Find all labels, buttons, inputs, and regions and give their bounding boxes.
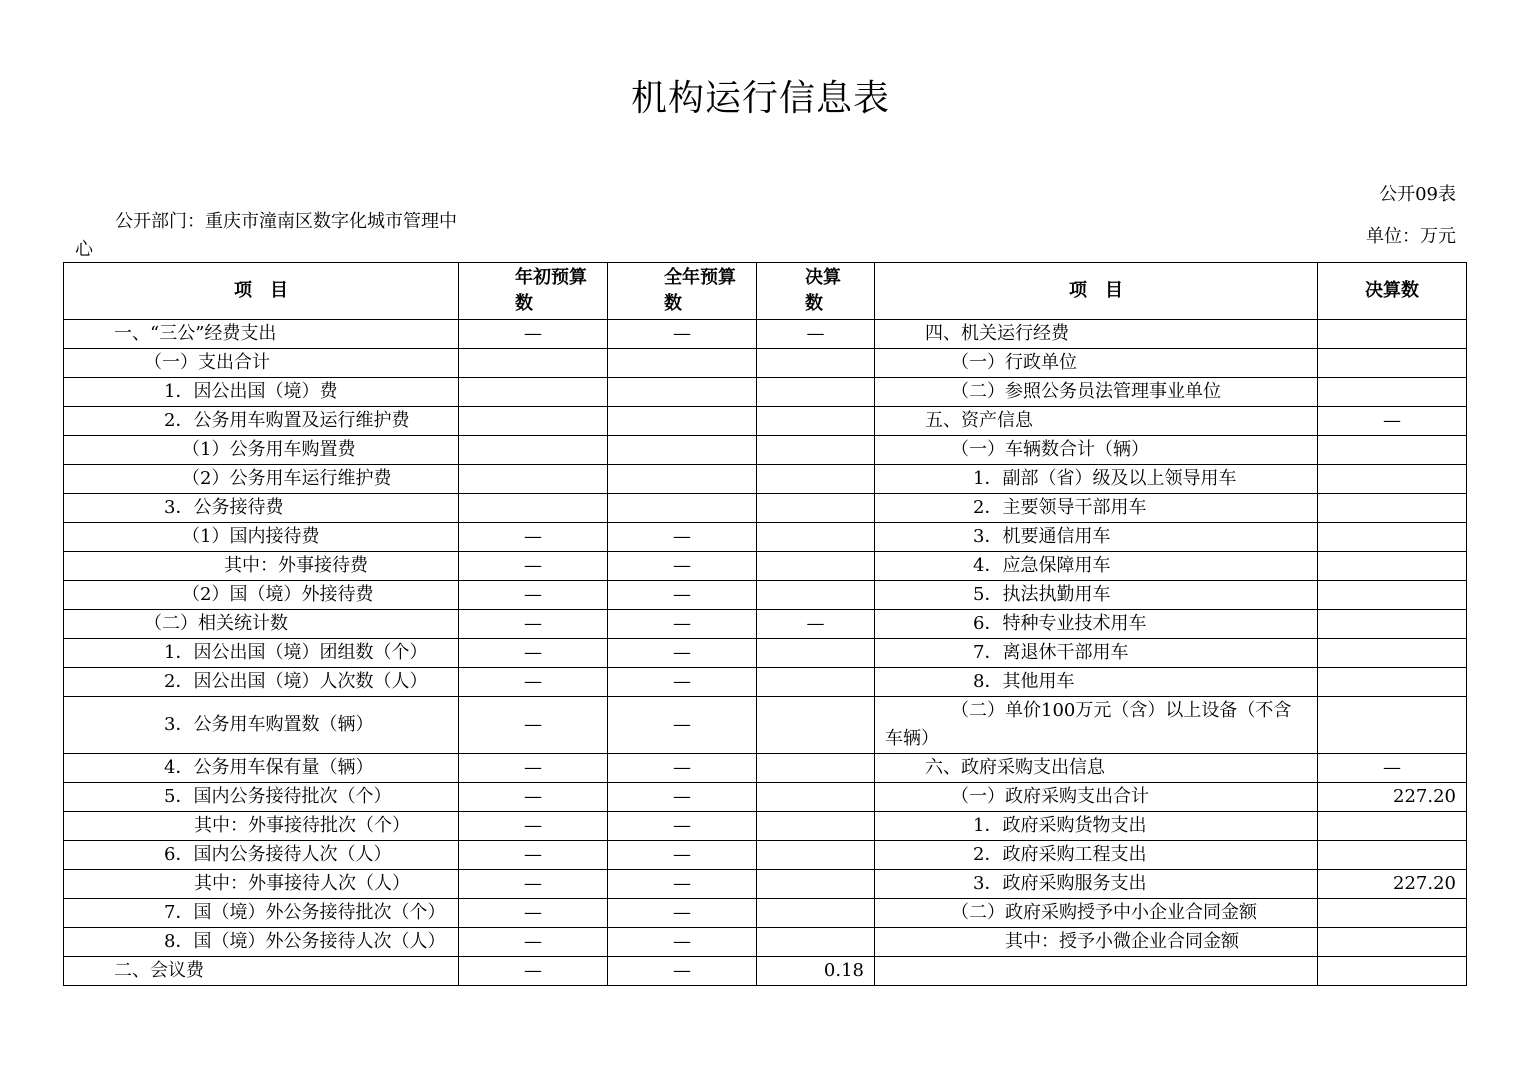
row-item-right: 2．主要领导干部用车: [875, 494, 1318, 523]
table-row: [64, 407, 1467, 436]
row-budget-initial: —: [459, 581, 608, 610]
row-final-right: [1318, 697, 1467, 754]
row-final-right: —: [1318, 407, 1467, 436]
row-final-right: 227.20: [1318, 870, 1467, 899]
row-budget-full: [608, 378, 757, 407]
row-final-right: [1318, 349, 1467, 378]
table-header-row: [64, 263, 1467, 320]
row-final-left: [757, 407, 875, 436]
row-budget-initial: —: [459, 523, 608, 552]
form-number: 公开09表: [1379, 184, 1456, 205]
row-item-left: （2）公务用车运行维护费: [64, 465, 459, 494]
table-row: [64, 754, 1467, 783]
row-final-right: [1318, 928, 1467, 957]
row-item-right: 其中：授予小微企业合同金额: [875, 928, 1318, 957]
row-budget-full: —: [608, 870, 757, 899]
row-final-left: [757, 899, 875, 928]
row-final-left: [757, 349, 875, 378]
row-budget-full: —: [608, 928, 757, 957]
row-budget-full: —: [608, 841, 757, 870]
row-item-right: 4．应急保障用车: [875, 552, 1318, 581]
row-item-left: 一、“三公”经费支出: [64, 320, 459, 349]
table-row: [64, 523, 1467, 552]
row-final-left: [757, 552, 875, 581]
row-final-right: [1318, 465, 1467, 494]
row-final-left: [757, 812, 875, 841]
row-budget-initial: —: [459, 928, 608, 957]
row-item-left: 5．国内公务接待批次（个）: [64, 783, 459, 812]
header-budget-full-year: 全年预算数: [608, 263, 757, 320]
row-item-right: （一）政府采购支出合计: [875, 783, 1318, 812]
row-budget-full: —: [608, 581, 757, 610]
row-item-left: 其中：外事接待费: [64, 552, 459, 581]
table-row: [64, 494, 1467, 523]
row-budget-initial: —: [459, 899, 608, 928]
row-final-left: [757, 668, 875, 697]
header-item-right: 项 目: [875, 263, 1318, 320]
row-budget-full: [608, 407, 757, 436]
table-row: [64, 812, 1467, 841]
row-item-right: （二）政府采购授予中小企业合同金额: [875, 899, 1318, 928]
row-final-left: [757, 697, 875, 754]
row-final-left: [757, 436, 875, 465]
row-budget-full: —: [608, 697, 757, 754]
row-item-right: （二）单价100万元（含）以上设备（不含车辆）: [875, 697, 1318, 754]
row-budget-initial: —: [459, 812, 608, 841]
row-final-left: —: [757, 610, 875, 639]
row-final-left: [757, 494, 875, 523]
row-final-left: [757, 378, 875, 407]
row-item-left: 7．国（境）外公务接待批次（个）: [64, 899, 459, 928]
row-item-right: （二）参照公务员法管理事业单位: [875, 378, 1318, 407]
row-final-right: [1318, 436, 1467, 465]
row-final-left: [757, 783, 875, 812]
row-item-left: （二）相关统计数: [64, 610, 459, 639]
row-item-left: 其中：外事接待人次（人）: [64, 870, 459, 899]
row-budget-initial: —: [459, 552, 608, 581]
row-budget-full: —: [608, 899, 757, 928]
row-item-right: 2．政府采购工程支出: [875, 841, 1318, 870]
table-row: [64, 668, 1467, 697]
row-budget-initial: —: [459, 957, 608, 986]
row-budget-full: —: [608, 783, 757, 812]
row-item-right: （一）行政单位: [875, 349, 1318, 378]
row-final-left: [757, 841, 875, 870]
row-budget-initial: —: [459, 841, 608, 870]
row-item-left: （1）国内接待费: [64, 523, 459, 552]
row-budget-full: —: [608, 639, 757, 668]
row-final-left: [757, 581, 875, 610]
row-budget-initial: [459, 378, 608, 407]
row-item-left: 6．国内公务接待人次（人）: [64, 841, 459, 870]
row-budget-full: [608, 494, 757, 523]
row-final-left: [757, 928, 875, 957]
operation-info-table: [63, 262, 1467, 986]
row-final-left: [757, 523, 875, 552]
row-budget-full: —: [608, 552, 757, 581]
row-budget-full: —: [608, 320, 757, 349]
header-item-left: 项 目: [64, 263, 459, 320]
department-label: 公开部门：重庆市潼南区数字化城市管理中心: [75, 211, 457, 260]
unit-label: 单位：万元: [1366, 226, 1456, 247]
row-final-left: —: [757, 320, 875, 349]
row-item-left: 二、会议费: [64, 957, 459, 986]
row-budget-full: —: [608, 754, 757, 783]
table-row: [64, 436, 1467, 465]
row-item-left: 2．因公出国（境）人次数（人）: [64, 668, 459, 697]
table-row: [64, 610, 1467, 639]
table-row: [64, 783, 1467, 812]
row-item-left: 其中：外事接待批次（个）: [64, 812, 459, 841]
row-budget-initial: —: [459, 610, 608, 639]
row-final-right: [1318, 494, 1467, 523]
row-item-left: 3．公务接待费: [64, 494, 459, 523]
row-item-right: 1．政府采购货物支出: [875, 812, 1318, 841]
row-item-right: 8．其他用车: [875, 668, 1318, 697]
row-budget-full: [608, 349, 757, 378]
row-budget-full: —: [608, 523, 757, 552]
row-budget-initial: —: [459, 668, 608, 697]
row-budget-initial: [459, 494, 608, 523]
row-item-left: 4．公务用车保有量（辆）: [64, 754, 459, 783]
row-final-right: [1318, 812, 1467, 841]
row-final-left: [757, 639, 875, 668]
row-item-left: 1．因公出国（境）团组数（个）: [64, 639, 459, 668]
header-final-left: 决算数: [757, 263, 875, 320]
table-row: [64, 957, 1467, 986]
row-final-right: 227.20: [1318, 783, 1467, 812]
row-budget-initial: —: [459, 320, 608, 349]
row-item-right: （一）车辆数合计（辆）: [875, 436, 1318, 465]
header-final-right: 决算数: [1318, 263, 1467, 320]
row-item-left: 8．国（境）外公务接待人次（人）: [64, 928, 459, 957]
row-final-right: [1318, 581, 1467, 610]
table-row: [64, 841, 1467, 870]
row-item-left: 1．因公出国（境）费: [64, 378, 459, 407]
row-final-left: [757, 754, 875, 783]
table-row: [64, 581, 1467, 610]
row-budget-initial: [459, 407, 608, 436]
table-row: [64, 870, 1467, 899]
row-final-right: [1318, 610, 1467, 639]
row-final-right: [1318, 957, 1467, 986]
row-budget-full: [608, 436, 757, 465]
row-budget-initial: —: [459, 783, 608, 812]
row-item-right: 五、资产信息: [875, 407, 1318, 436]
row-item-right: 7．离退休干部用车: [875, 639, 1318, 668]
table-row: [64, 320, 1467, 349]
row-item-left: 2．公务用车购置及运行维护费: [64, 407, 459, 436]
row-item-right: [875, 957, 1318, 986]
row-item-right: 四、机关运行经费: [875, 320, 1318, 349]
row-final-right: [1318, 668, 1467, 697]
table-row: [64, 378, 1467, 407]
table-row: [64, 899, 1467, 928]
table-row: [64, 349, 1467, 378]
row-item-left: （一）支出合计: [64, 349, 459, 378]
row-item-right: 3．政府采购服务支出: [875, 870, 1318, 899]
row-item-left: （2）国（境）外接待费: [64, 581, 459, 610]
row-item-left: 3．公务用车购置数（辆）: [64, 697, 459, 754]
row-final-right: [1318, 320, 1467, 349]
table-row: [64, 697, 1467, 754]
table-row: [64, 639, 1467, 668]
row-final-right: [1318, 899, 1467, 928]
row-item-right: 6．特种专业技术用车: [875, 610, 1318, 639]
row-budget-full: [608, 465, 757, 494]
table-row: [64, 465, 1467, 494]
row-budget-initial: —: [459, 639, 608, 668]
row-item-right: 1．副部（省）级及以上领导用车: [875, 465, 1318, 494]
row-budget-initial: [459, 349, 608, 378]
row-item-right: 3．机要通信用车: [875, 523, 1318, 552]
row-final-right: [1318, 523, 1467, 552]
row-final-left: [757, 870, 875, 899]
table-row: [64, 928, 1467, 957]
row-budget-initial: —: [459, 754, 608, 783]
page-title: 机构运行信息表: [630, 78, 890, 119]
row-final-left: [757, 465, 875, 494]
row-item-right: 5．执法执勤用车: [875, 581, 1318, 610]
row-final-right: —: [1318, 754, 1467, 783]
row-final-right: [1318, 639, 1467, 668]
row-item-right: 六、政府采购支出信息: [875, 754, 1318, 783]
row-budget-full: —: [608, 957, 757, 986]
row-budget-full: —: [608, 610, 757, 639]
row-final-left: 0.18: [757, 957, 875, 986]
row-final-right: [1318, 378, 1467, 407]
row-budget-initial: —: [459, 870, 608, 899]
row-budget-initial: [459, 436, 608, 465]
row-budget-full: —: [608, 812, 757, 841]
row-budget-initial: [459, 465, 608, 494]
table-row: [64, 552, 1467, 581]
row-budget-initial: —: [459, 697, 608, 754]
row-final-right: [1318, 841, 1467, 870]
row-final-right: [1318, 552, 1467, 581]
row-budget-full: —: [608, 668, 757, 697]
row-item-left: （1）公务用车购置费: [64, 436, 459, 465]
header-budget-initial: 年初预算数: [459, 263, 608, 320]
